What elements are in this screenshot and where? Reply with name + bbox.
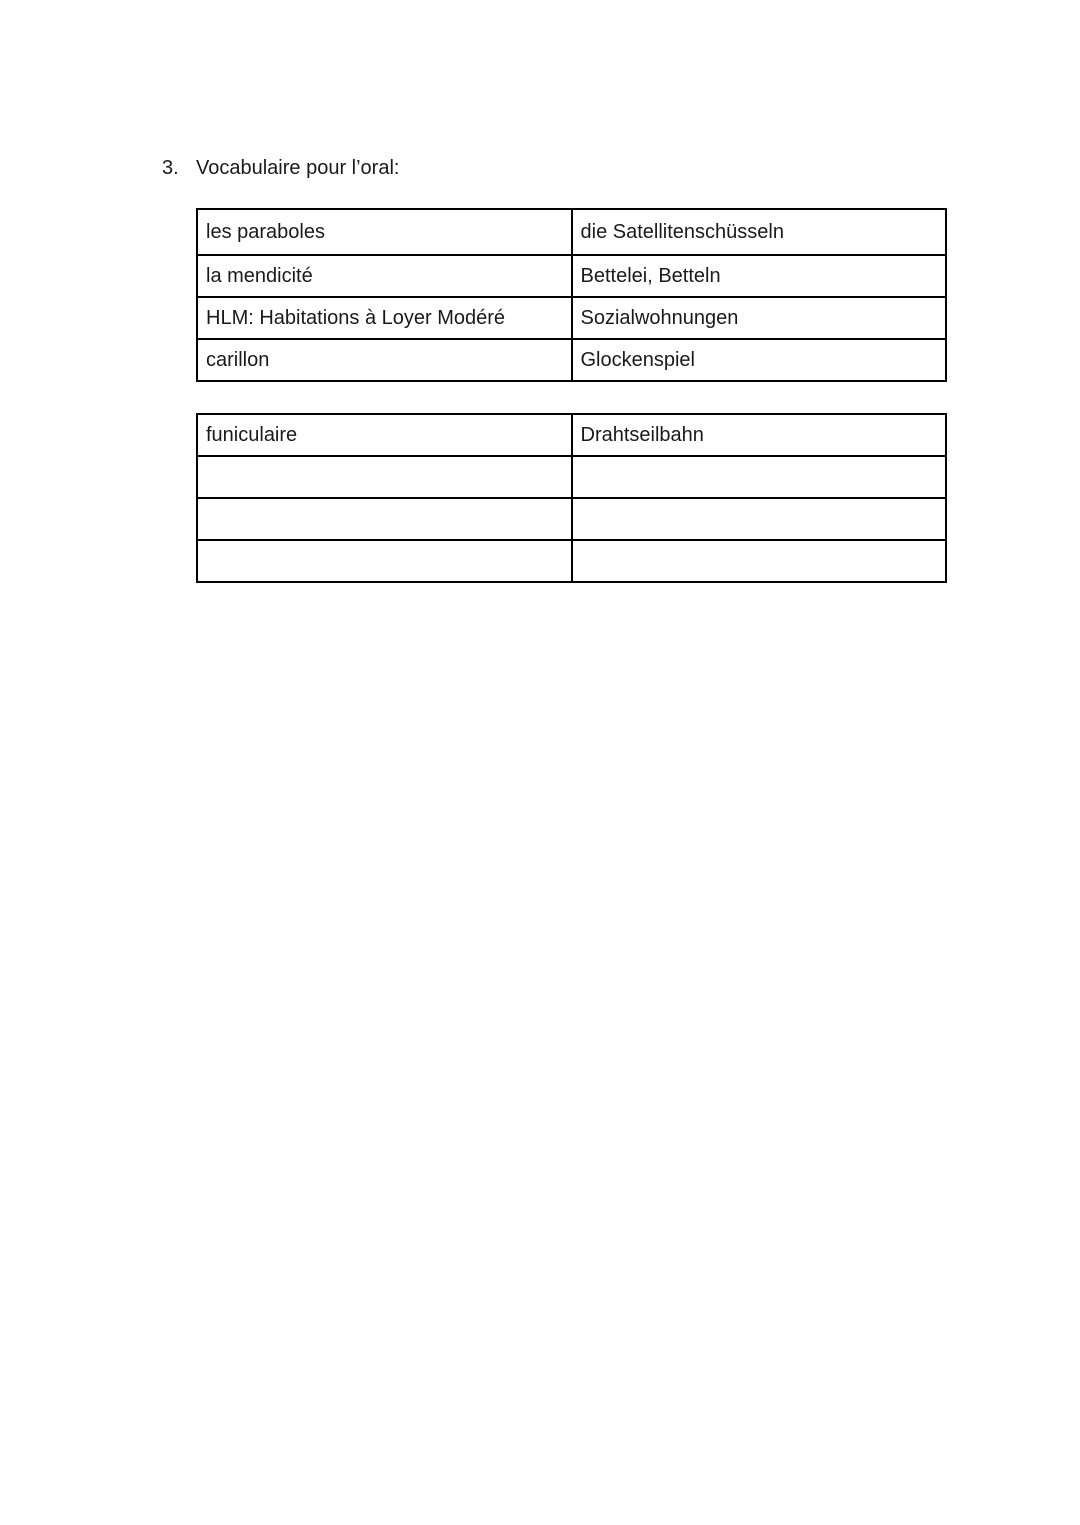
german-translation-empty	[572, 540, 947, 582]
french-term-empty	[197, 540, 572, 582]
section-title: Vocabulaire pour l’oral:	[196, 157, 400, 179]
section-heading	[162, 156, 399, 180]
table-row	[197, 414, 946, 456]
table-row	[197, 339, 946, 381]
german-translation: die Satellitenschüsseln	[572, 209, 947, 255]
german-translation: Drahtseilbahn	[572, 414, 947, 456]
table-row	[197, 540, 946, 582]
table-row	[197, 209, 946, 255]
french-term: la mendicité	[197, 255, 572, 297]
french-term-empty	[197, 498, 572, 540]
table-row	[197, 456, 946, 498]
section-number: 3.	[162, 157, 179, 179]
german-translation: Sozialwohnungen	[572, 297, 947, 339]
table-row	[197, 498, 946, 540]
german-translation-empty	[572, 498, 947, 540]
german-translation: Bettelei, Betteln	[572, 255, 947, 297]
table-row	[197, 297, 946, 339]
vocabulary-table-2	[196, 413, 947, 583]
french-term: HLM: Habitations à Loyer Modéré	[197, 297, 572, 339]
vocabulary-table-1	[196, 208, 947, 382]
table-row	[197, 255, 946, 297]
french-term-empty	[197, 456, 572, 498]
french-term: carillon	[197, 339, 572, 381]
french-term: funiculaire	[197, 414, 572, 456]
german-translation-empty	[572, 456, 947, 498]
german-translation: Glockenspiel	[572, 339, 947, 381]
french-term: les paraboles	[197, 209, 572, 255]
